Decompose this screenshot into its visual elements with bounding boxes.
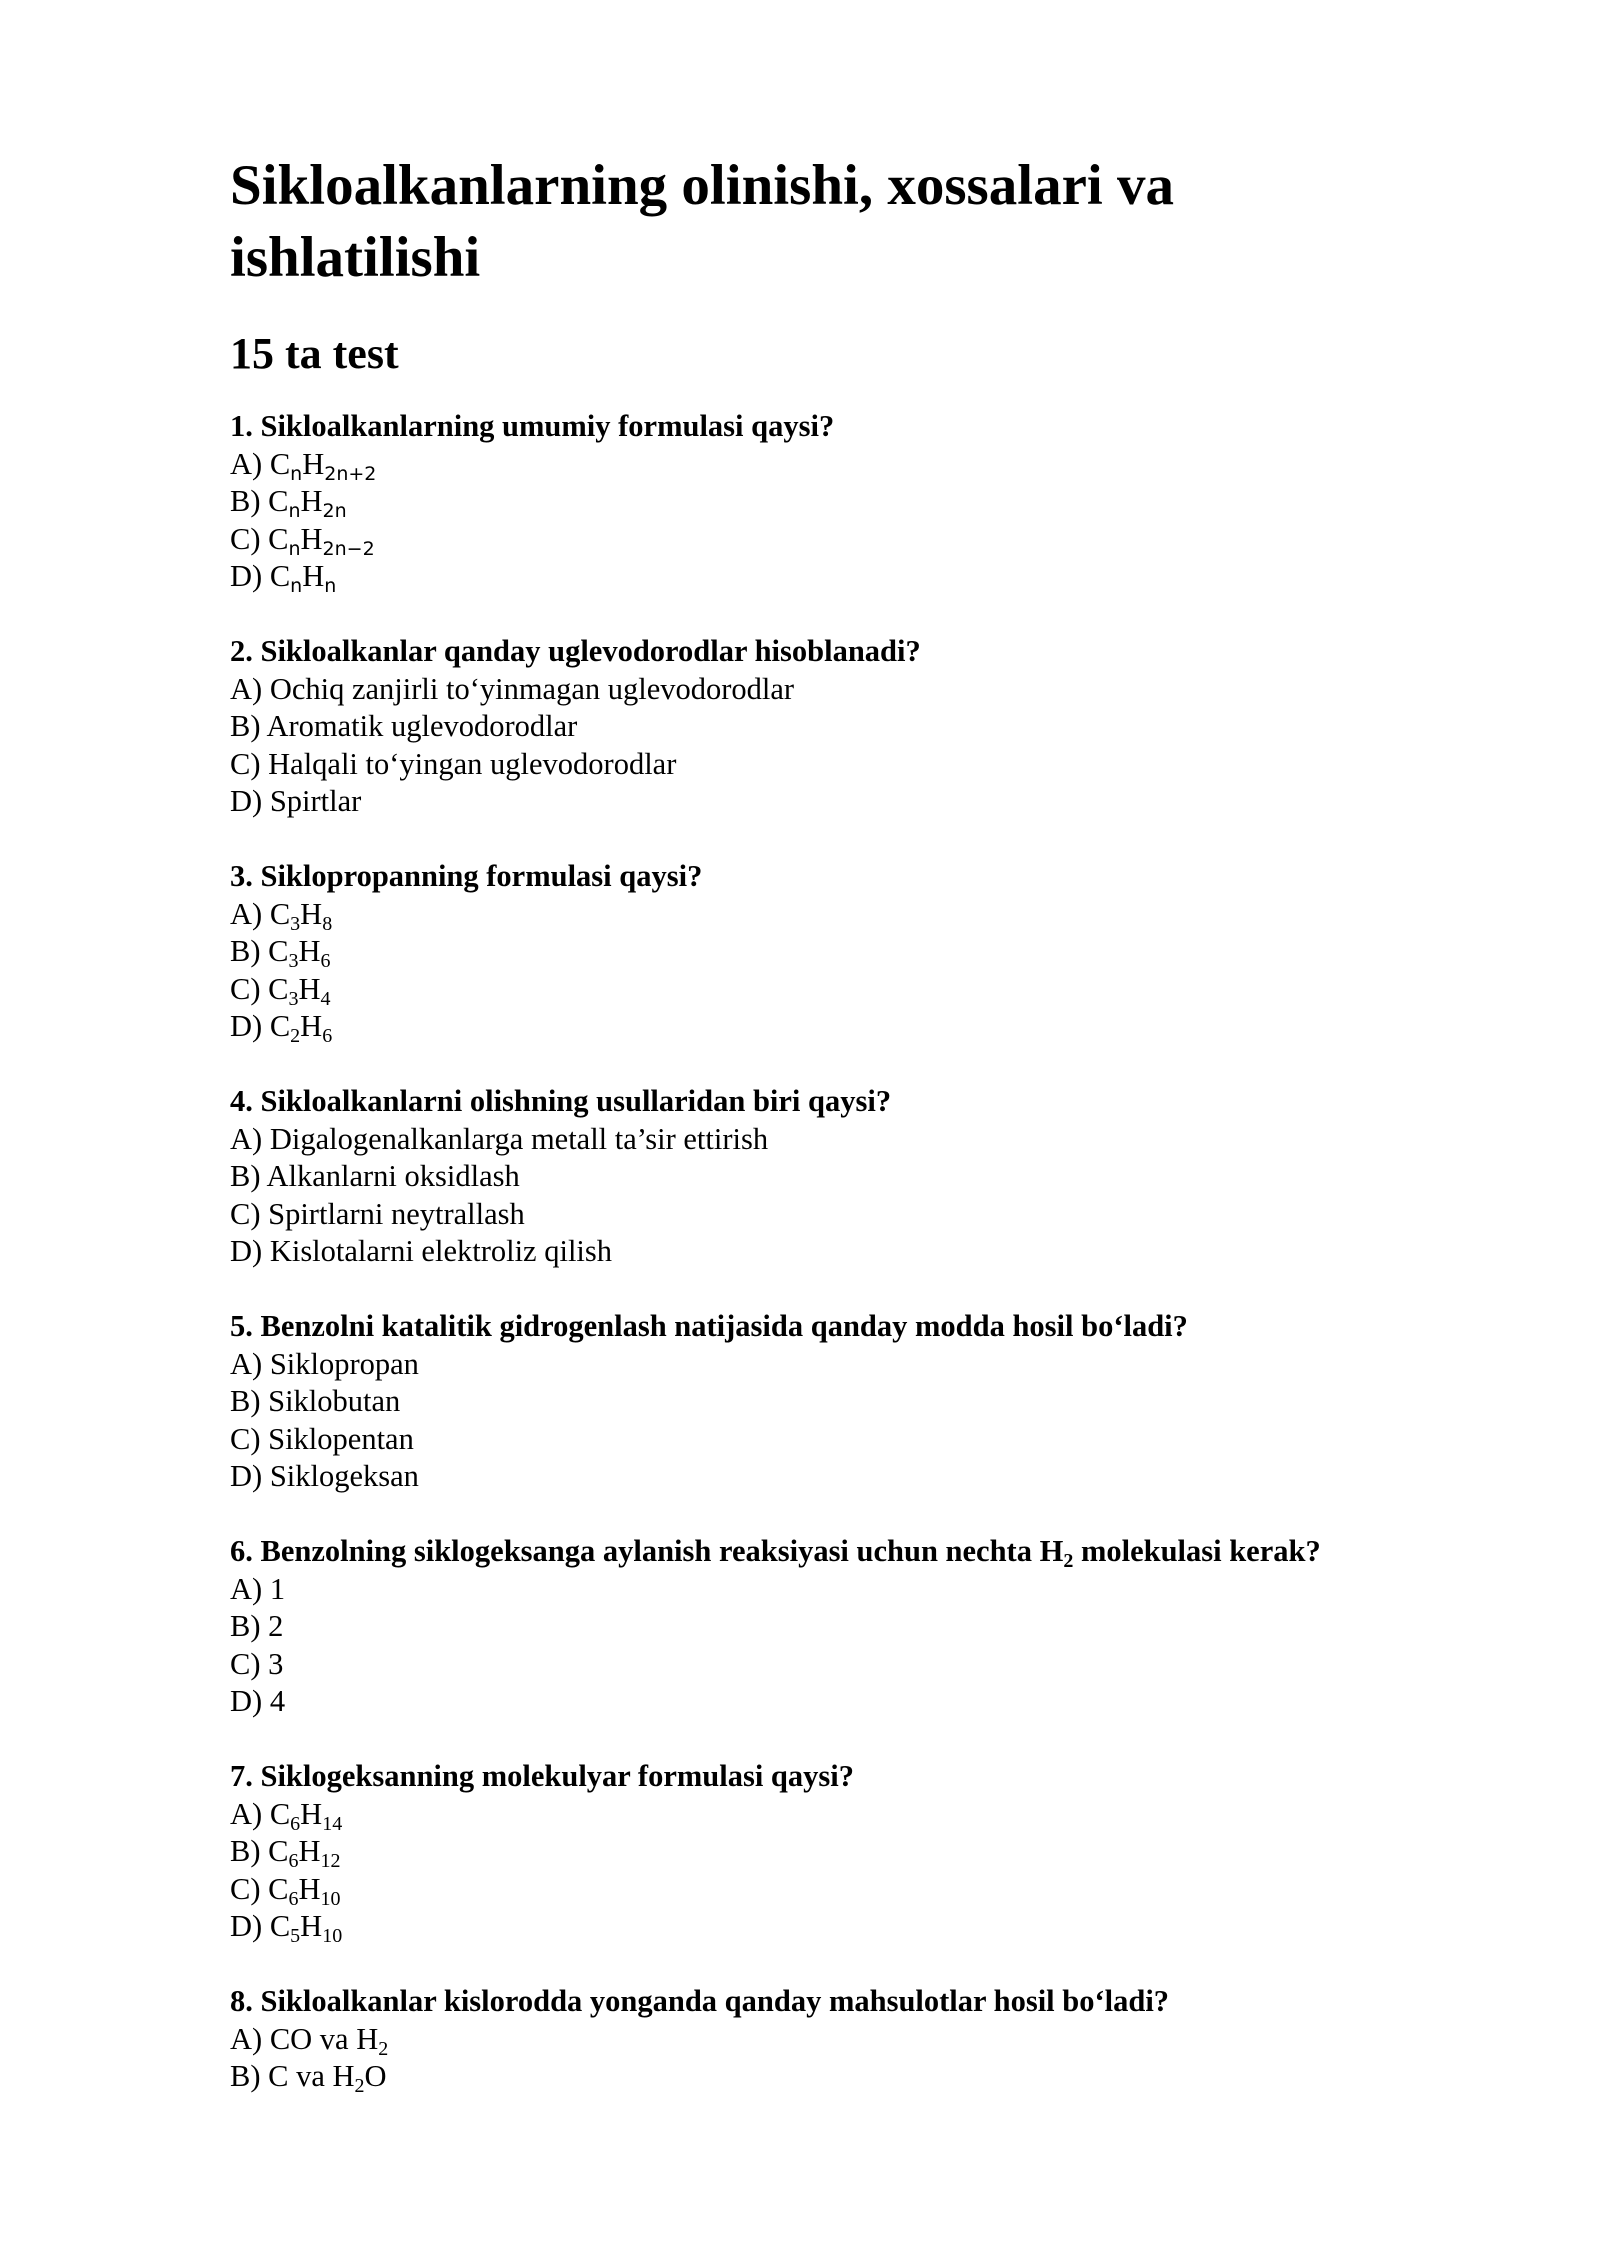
- answer-option-b: B) Aromatik uglevodorodlar: [230, 709, 578, 743]
- answer-option-d: D) Kislotalarni elektroliz qilish: [230, 1234, 613, 1268]
- question-text: 3. Siklopropanning formulasi qaysi?: [230, 859, 703, 893]
- answer-option-d: D) $C_2H_6$: [230, 1009, 333, 1047]
- subscript: 3: [288, 950, 299, 972]
- subscript: n: [290, 462, 303, 485]
- question-1: [230, 408, 1430, 596]
- subscript: 2n+2: [324, 462, 377, 485]
- answer-option-c: C) $C_3H_4$: [230, 971, 331, 1010]
- answer-option-c: C) $C_6H_{10}$: [230, 1871, 341, 1910]
- answer-option-a: A) Siklopropan: [230, 1346, 419, 1381]
- subscript: 14: [322, 1812, 343, 1835]
- question-7: [230, 1758, 1430, 1946]
- answer-option-c: C) 3: [230, 1646, 284, 1681]
- question-text: 2. Sikloalkanlar qanday uglevodorodlar hisoblanadi?: [230, 634, 921, 668]
- question-3: [230, 858, 1430, 1046]
- question-list: [230, 408, 1430, 2096]
- subscript: 2: [1063, 1550, 1074, 1572]
- answer-option-d: D) $C_5H_{10}$: [230, 1909, 343, 1947]
- subscript: 6: [290, 1812, 301, 1835]
- answer-option-d: D) CnHn: [230, 559, 337, 597]
- question-text: 5. Benzolni katalitik gidrogenlash natijasida qanday modda hosil bo‘ladi?: [230, 1309, 1188, 1343]
- answer-option-b: B) 2: [230, 1609, 284, 1643]
- answer-option-a: A) 1: [230, 1571, 286, 1606]
- answer-option-b: B) C va $H_2O$: [230, 2059, 387, 2097]
- answer-option-c: C) Halqali to‘yingan uglevodorodlar: [230, 746, 677, 781]
- answer-option-a: A) CO va $H_2$: [230, 2021, 389, 2060]
- document-title: Sikloalkanlarning olinishi, xossalari va ishlatilishi: [230, 154, 1174, 289]
- subscript: 12: [320, 1850, 341, 1872]
- subscript: 6: [288, 1850, 299, 1872]
- question-text: 8. Sikloalkanlar kislorodda yonganda qanday mahsulotlar hosil bo‘ladi?: [230, 1984, 1170, 2018]
- subscript: 10: [320, 1887, 341, 1910]
- answer-option-d: D) Siklogeksan: [230, 1459, 419, 1493]
- subscript: n: [290, 575, 303, 597]
- answer-option-b: B) CnH2n: [230, 484, 347, 522]
- question-8: [230, 1983, 1430, 2096]
- question-2: [230, 633, 1430, 821]
- subscript: 8: [322, 912, 333, 935]
- subscript: 4: [320, 987, 331, 1010]
- subscript: 3: [288, 987, 299, 1010]
- subscript: 5: [290, 1925, 301, 1947]
- answer-option-d: D) 4: [230, 1684, 286, 1718]
- subscript: 2: [378, 2037, 389, 2060]
- answer-option-c: C) Spirtlarni neytrallash: [230, 1196, 525, 1231]
- subscript: 6: [320, 950, 331, 972]
- answer-option-a: A) Digalogenalkanlarga metall ta’sir ettirish: [230, 1121, 769, 1156]
- question-5: [230, 1308, 1430, 1496]
- answer-option-b: B) $C_3H_6$: [230, 934, 331, 972]
- answer-option-b: B) $C_6H_{12}$: [230, 1834, 341, 1872]
- answer-option-c: C) Siklopentan: [230, 1421, 414, 1456]
- subscript: 2: [354, 2075, 365, 2097]
- subscript: 2n−2: [322, 537, 375, 560]
- answer-option-a: A) Ochiq zanjirli to‘yinmagan uglevodorodlar: [230, 671, 795, 706]
- answer-option-b: B) Alkanlarni oksidlash: [230, 1159, 520, 1193]
- answer-option-a: A) CnH2n+2: [230, 446, 377, 485]
- question-4: [230, 1083, 1430, 1271]
- document-subtitle: 15 ta test: [230, 329, 399, 378]
- answer-option-a: A) $C_6H_{14}$: [230, 1796, 343, 1835]
- question-6: [230, 1533, 1430, 1721]
- document-page: [230, 150, 1430, 2133]
- answer-option-c: C) CnH2n−2: [230, 521, 375, 560]
- subscript: 6: [322, 1025, 333, 1047]
- subscript: 2n: [322, 500, 347, 522]
- answer-option-d: D) Spirtlar: [230, 784, 362, 818]
- subscript: n: [324, 575, 337, 597]
- subscript: n: [288, 500, 301, 522]
- subscript: 2: [290, 1025, 301, 1047]
- question-text: 1. Sikloalkanlarning umumiy formulasi qaysi?: [230, 409, 835, 443]
- subscript: 6: [288, 1887, 299, 1910]
- subscript: 3: [290, 912, 301, 935]
- answer-option-b: B) Siklobutan: [230, 1384, 401, 1418]
- question-text: 7. Siklogeksanning molekulyar formulasi qaysi?: [230, 1759, 854, 1793]
- question-text: 4. Sikloalkanlarni olishning usullaridan biri qaysi?: [230, 1084, 892, 1118]
- subscript: n: [288, 537, 301, 560]
- answer-option-a: A) $C_3H_8$: [230, 896, 333, 935]
- question-text: 6. Benzolning siklogeksanga aylanish reaksiyasi uchun nechta $H_2$ molekulasi kerak?: [230, 1534, 1321, 1572]
- subscript: 10: [322, 1925, 343, 1947]
